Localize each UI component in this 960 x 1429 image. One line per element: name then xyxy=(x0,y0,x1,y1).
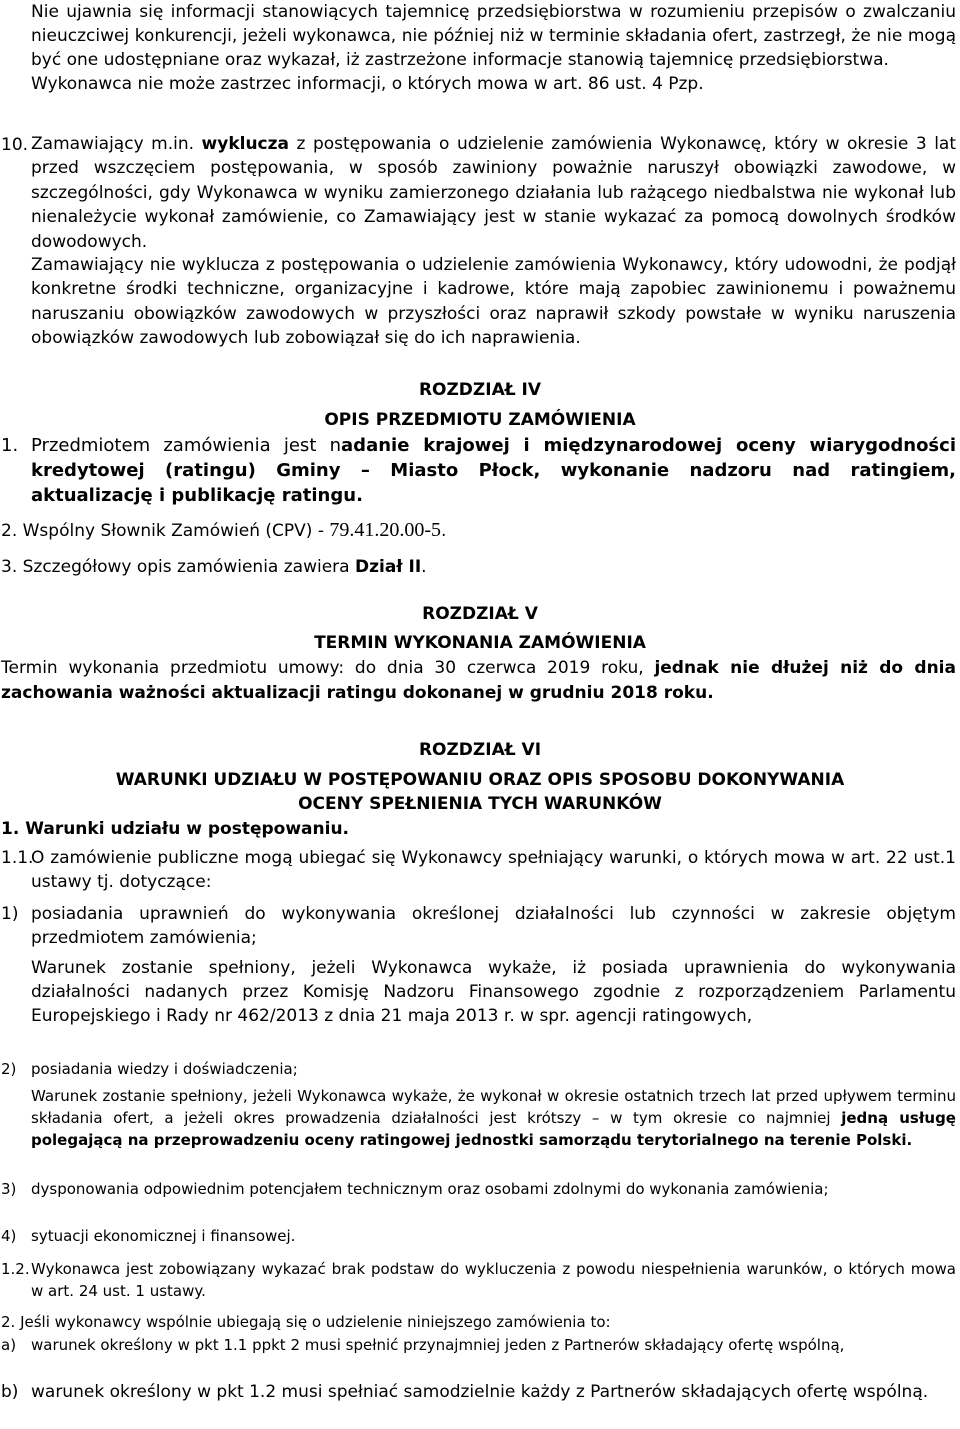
item-10-lead: Zamawiający m.in. xyxy=(31,134,202,154)
item-10-bold: wyklucza xyxy=(201,134,289,154)
condition-2-note xyxy=(31,1085,956,1151)
p11-number: 1.1. xyxy=(1,848,34,868)
cpv-code: 79.41.20.00-5 xyxy=(329,519,442,541)
cpv-tail: . xyxy=(441,521,447,541)
condition-4-text: sytuacji ekonomicznej i finansowej. xyxy=(31,1227,296,1245)
item-10-paragraph xyxy=(31,132,956,254)
chapter-4-subtitle: OPIS PRZEDMIOTU ZAMÓWIENIA xyxy=(324,410,636,430)
p12-number: 1.2. xyxy=(1,1260,30,1278)
subject-number: 1. xyxy=(1,435,19,456)
chapter-6-title: ROZDZIAŁ VI xyxy=(418,740,542,760)
detail-bold: Dział II xyxy=(354,557,422,577)
p12-paragraph: Wykonawca jest zobowiązany wykazać brak podstaw do wykluczenia z powodu niespełnienia warunków, o których mowa w art. 24 ust. 1 ustawy. xyxy=(31,1260,956,1300)
condition-4-number: 4) xyxy=(1,1227,17,1245)
point-a-text: warunek określony w pkt 1.1 ppkt 2 musi spełnić przynajmniej jeden z Partnerów składający ofertę wspólną, xyxy=(31,1336,845,1354)
chapter-5-title: ROZDZIAŁ V xyxy=(422,604,538,624)
p11-paragraph: O zamówienie publiczne mogą ubiegać się Wykonawcy spełniający warunki, o których mowa w art. 22 ust.1 ustawy tj. dotyczące: xyxy=(31,848,956,892)
condition-1-text: posiadania uprawnień do wykonywania określonej działalności lub czynności w zakresie objętym przedmiotem zamówienia; xyxy=(31,904,956,948)
deadline-bold: jednak nie dłużej niż do dnia zachowania ważności aktualizacji ratingu dokonanej w grudniu 2018 roku. xyxy=(1,658,956,703)
condition-3-text: dysponowania odpowiednim potencjałem technicznym oraz osobami zdolnymi do wykonania zamówienia; xyxy=(31,1180,829,1198)
section-1-heading: 1. Warunki udziału w postępowaniu. xyxy=(1,819,350,839)
item-10-text: z postępowania o udzielenie zamówienia Wykonawcę, który w okresie 3 lat przed wszczęciem postępowania, w sposób zawiniony poważnie naruszył obowiązki zawodowe, w szczególności, gdy Wykonawca w wyniku zamierzonego działania lub rażącego niedbalstwa nie wykonał lub nienależycie wykonał zamówienie, co Zamawiający jest w stanie wykazać za pomocą dowolnych środków dowodowych. xyxy=(31,134,957,252)
point-b-text: warunek określony w pkt 1.2 musi spełniać samodzielnie każdy z Partnerów składających ofertę wspólną. xyxy=(31,1382,929,1402)
condition-1-number: 1) xyxy=(1,904,19,924)
point-a-number: a) xyxy=(1,1336,17,1354)
detail-lead: 3. Szczegółowy opis zamówienia zawiera xyxy=(1,557,355,577)
subject-lead: Przedmiotem zamówienia jest n xyxy=(31,435,342,456)
intro-paragraph: Nie ujawnia się informacji stanowiących tajemnicę przedsiębiorstwa w rozumieniu przepisów o zwalczaniu nieuczciwej konkurencji, jeżeli wykonawca, nie później niż w terminie składania ofert, zastrzegł, że nie mogą być one udostępniane oraz wykazał, iż zastrzeżone informacje stanowią tajemnicę przedsiębiorstwa. xyxy=(31,2,956,70)
subject-bold: adanie krajowej i międzynarodowej oceny wiarygodności kredytowej (ratingu) Gminy – Miasto Płock, wykonanie nadzoru nad ratingiem, aktualizację i publikację ratingu. xyxy=(31,435,956,506)
condition-1-note: Warunek zostanie spełniony, jeżeli Wykonawca wykaże, iż posiada uprawnienia do wykonywania działalności nadanych przez Komisję Nadzoru Finansowego zgodnie z rozporządzeniem Parlamentu Europejskiego i Rady nr 462/2013 z dnia 21 maja 2013 r. w spr. agencji ratingowych, xyxy=(31,958,956,1026)
cpv-lead: 2. Wspólny Słownik Zamówień (CPV) - xyxy=(1,521,330,541)
chapter-6-subtitle-1: WARUNKI UDZIAŁU W POSTĘPOWANIU ORAZ OPIS SPOSOBU DOKONYWANIA xyxy=(115,770,845,790)
condition-2-note-lead: Warunek zostanie spełniony, jeżeli Wykonawca wykaże, że wykonał w okresie ostatnich trzech lat przed upływem terminu składania ofert, a jeżeli okres prowadzenia działalności jest krótszy – w tym okresie co najmniej xyxy=(31,1087,956,1127)
cpv-line xyxy=(1,517,956,544)
detail-tail: . xyxy=(421,557,427,577)
condition-2-text: posiadania wiedzy i doświadczenia; xyxy=(31,1060,298,1078)
item-10-number: 10. xyxy=(1,135,29,155)
chapter-6-subtitle-2: OCENY SPEŁNIENIA TYCH WARUNKÓW xyxy=(298,794,662,814)
consortium-intro: 2. Jeśli wykonawcy wspólnie ubiegają się o udzielenie niniejszego zamówienia to: xyxy=(1,1313,611,1331)
condition-3-number: 3) xyxy=(1,1180,17,1198)
chapter-4-title: ROZDZIAŁ IV xyxy=(418,380,542,400)
subject-paragraph xyxy=(31,433,956,508)
deadline-paragraph xyxy=(1,656,956,706)
item-10-paragraph-2: Zamawiający nie wyklucza z postępowania o udzielenie zamówienia Wykonawcy, który udowodni, że podjął konkretne środki techniczne, organizacyjne i kadrowe, które mają zapobiec zawinionemu i poważnemu naruszaniu obowiązków zawodowych w przyszłości oraz naprawił szkody powstałe w wyniku naruszenia obowiązków zawodowych lub zobowiązał się do ich naprawienia. xyxy=(31,255,956,349)
deadline-lead: Termin wykonania przedmiotu umowy: do dnia 30 czerwca 2019 roku, xyxy=(1,658,655,678)
detail-line xyxy=(1,554,956,580)
point-b-number: b) xyxy=(1,1382,19,1402)
chapter-5-subtitle: TERMIN WYKONANIA ZAMÓWIENIA xyxy=(314,633,646,653)
condition-2-note-bold: jedną usługę polegającą na przeprowadzeniu oceny ratingowej jednostki samorządu terytorialnego na terenie Polski. xyxy=(31,1109,956,1149)
intro-line-2: Wykonawca nie może zastrzec informacji, o których mowa w art. 86 ust. 4 Pzp. xyxy=(31,74,704,94)
condition-2-number: 2) xyxy=(1,1060,17,1078)
